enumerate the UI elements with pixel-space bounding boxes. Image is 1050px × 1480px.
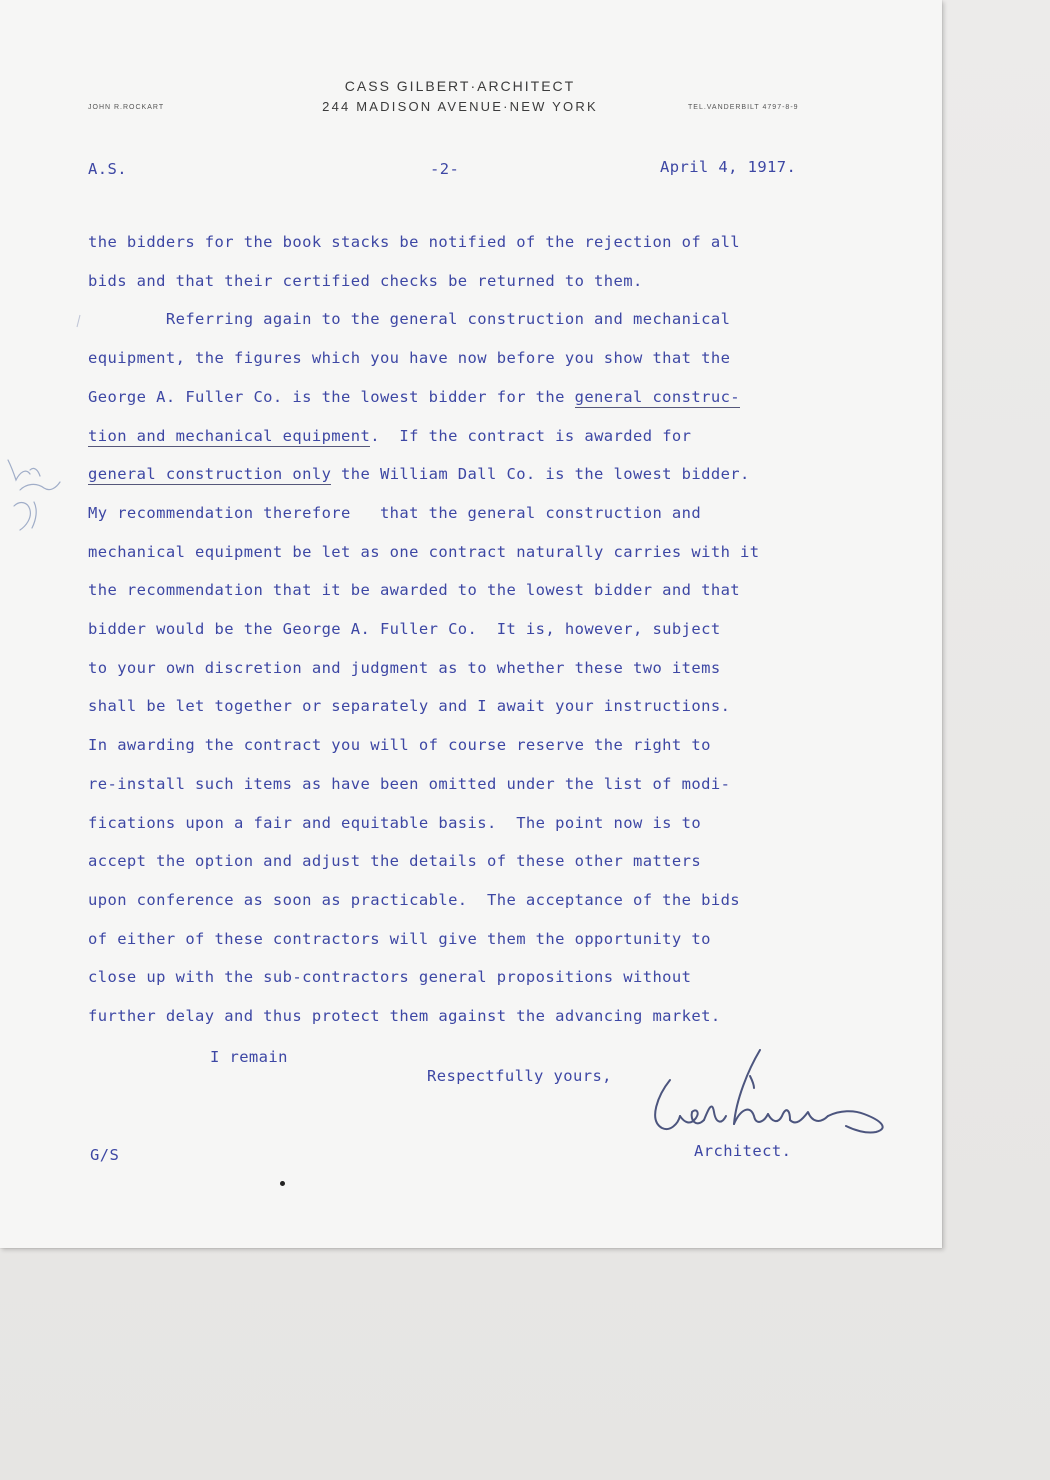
body-text: to your own discretion and judgment as to whether these two items: [88, 658, 721, 677]
letterhead-firm: CASS GILBERT·ARCHITECT: [344, 78, 576, 94]
page-number: -2-: [430, 160, 460, 178]
body-line: [88, 233, 740, 251]
body-line: [88, 465, 750, 483]
body-line: [88, 272, 643, 290]
body-line: [88, 504, 701, 522]
body-text: the recommendation that it be awarded to the lowest bidder and that: [88, 581, 741, 600]
body-line: [88, 697, 730, 715]
letter-date: April 4, 1917.: [660, 158, 797, 176]
addressee-initials: A.S.: [88, 160, 127, 178]
body-line: [88, 930, 711, 948]
body-text: re-install such items as have been omitted under the list of modi-: [88, 774, 731, 793]
sign-off: Respectfully yours,: [427, 1067, 612, 1085]
body-text: of either of these contractors will give them the opportunity to: [88, 929, 711, 948]
body-text: . If the contract is awarded for: [370, 426, 692, 445]
body-line: [88, 775, 730, 793]
margin-pencil-note: [0, 450, 70, 560]
body-line: [88, 736, 711, 754]
body-line: [88, 659, 721, 677]
body-text: bidder would be the George A. Fuller Co. It is, however, subject: [88, 620, 721, 638]
body-text: My recommendation therefore that the general construction and: [88, 503, 702, 522]
body-line: [88, 349, 730, 367]
body-text: the bidders for the book stacks be notified of the rejection of all: [88, 233, 741, 251]
body-text: fications upon a fair and equitable basis. The point now is to: [88, 813, 702, 832]
body-text: upon conference as soon as practicable. The acceptance of the bids: [88, 890, 741, 909]
letterhead-name: JOHN R.ROCKART: [88, 104, 165, 111]
body-line: [88, 310, 730, 328]
body-line: [88, 388, 740, 406]
letterhead-telephone: TEL.VANDERBILT 4797-8-9: [688, 104, 799, 111]
body-text: mechanical equipment be let as one contract naturally carries with it: [88, 542, 760, 561]
body-text: equipment, the figures which you have now before you show that the: [88, 349, 731, 368]
signer-title: Architect.: [694, 1142, 792, 1160]
body-text: George A. Fuller Co. is the lowest bidder for the: [88, 387, 575, 406]
body-line: [88, 1007, 721, 1025]
ink-dot: [280, 1181, 285, 1186]
body-line: [88, 891, 740, 909]
underlined-text: general construc-: [574, 387, 741, 406]
body-line: [88, 620, 721, 638]
body-text: shall be let together or separately and I await your instructions.: [88, 697, 731, 716]
body-line: [88, 968, 691, 986]
underlined-text: general construction only: [88, 465, 332, 484]
body-line: [88, 543, 760, 561]
body-line: [88, 814, 701, 832]
letterhead-address: 244 MADISON AVENUE·NEW YORK: [322, 99, 598, 114]
closing-remain: I remain: [210, 1048, 288, 1066]
body-text: Referring again to the general construction and mechanical: [88, 310, 731, 329]
typist-initials: G/S: [90, 1146, 120, 1164]
underlined-text: tion and mechanical equipment: [88, 426, 371, 445]
body-line: [88, 427, 691, 445]
body-line: [88, 581, 740, 599]
body-text: accept the option and adjust the details of these other matters: [88, 852, 702, 871]
body-text: further delay and thus protect them against the advancing market.: [88, 1007, 721, 1025]
body-text: In awarding the contract you will of course reserve the right to: [88, 736, 711, 755]
handwritten-signature: [640, 1040, 910, 1140]
body-text: the William Dall Co. is the lowest bidder.: [331, 465, 750, 484]
body-text: close up with the sub-contractors general propositions without: [88, 968, 692, 987]
body-text: bids and that their certified checks be returned to them.: [88, 271, 643, 290]
pencil-tick-mark: [76, 314, 82, 328]
body-line: [88, 852, 701, 870]
